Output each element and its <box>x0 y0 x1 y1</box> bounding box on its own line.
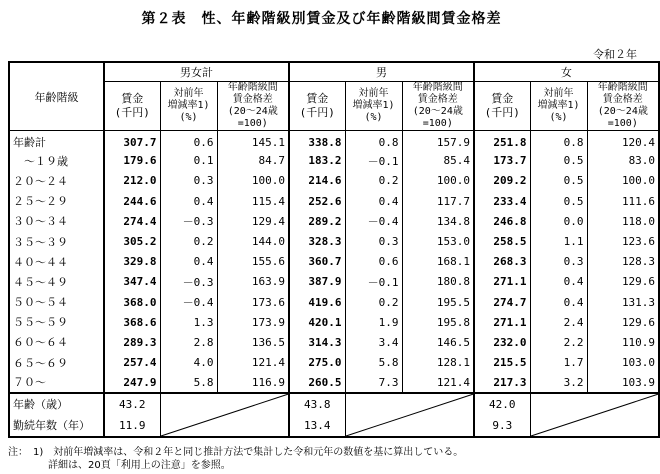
header-group-female: 女 <box>474 62 659 82</box>
gap-cell: 129.6 <box>587 312 659 332</box>
wage-cell: 420.1 <box>289 312 345 332</box>
wage-cell: 360.7 <box>289 252 345 272</box>
gap-cell: 131.3 <box>587 292 659 312</box>
header-change-rate-0: 対前年 増減率1) (%) <box>160 82 217 131</box>
change-cell: －0.3 <box>160 211 217 231</box>
change-cell: 1.7 <box>530 353 587 373</box>
change-cell: 0.5 <box>530 191 587 211</box>
change-cell: 0.5 <box>530 171 587 191</box>
table-title: 第２表 性、年齢階級別賃金及び年齢階級間賃金格差 <box>141 11 502 27</box>
header-change-rate-2: 対前年 増減率1) (%) <box>530 82 587 131</box>
header-wage-0: 賃金 (千円) <box>104 82 160 131</box>
wage-cell: 368.6 <box>104 312 160 332</box>
diagonal-line <box>531 394 659 436</box>
change-cell: 0.8 <box>530 131 587 151</box>
wage-cell: 275.0 <box>289 353 345 373</box>
gap-cell: 123.6 <box>587 231 659 251</box>
gap-cell: 163.9 <box>217 272 289 292</box>
wage-cell: 179.6 <box>104 151 160 171</box>
table-row <box>9 353 659 373</box>
wage-cell: 274.4 <box>104 211 160 231</box>
gap-cell: 145.1 <box>217 131 289 151</box>
wage-cell: 271.1 <box>474 312 530 332</box>
table-row <box>9 191 659 211</box>
table-row <box>9 312 659 332</box>
diagonal-line <box>161 394 289 436</box>
wage-cell: 214.6 <box>289 171 345 191</box>
gap-cell: 118.0 <box>587 211 659 231</box>
footer-value-cell: 42.0 <box>474 393 530 415</box>
wage-cell: 233.4 <box>474 191 530 211</box>
gap-cell: 115.4 <box>217 191 289 211</box>
wage-cell: 328.3 <box>289 231 345 251</box>
wage-cell: 289.3 <box>104 332 160 352</box>
change-cell: 0.2 <box>345 171 402 191</box>
change-cell: 0.4 <box>160 191 217 211</box>
wage-cell: 212.0 <box>104 171 160 191</box>
gap-cell: 173.6 <box>217 292 289 312</box>
wage-cell: 305.2 <box>104 231 160 251</box>
header-group-total: 男女計 <box>104 62 289 82</box>
wage-cell: 173.7 <box>474 151 530 171</box>
change-cell: 0.2 <box>345 292 402 312</box>
gap-cell: 146.5 <box>402 332 474 352</box>
header-age-class: 年齢階級 <box>9 62 104 131</box>
change-cell: 0.8 <box>345 131 402 151</box>
gap-cell: 136.5 <box>217 332 289 352</box>
change-cell: 2.4 <box>530 312 587 332</box>
gap-cell: 84.7 <box>217 151 289 171</box>
change-cell: 0.4 <box>530 292 587 312</box>
wage-cell: 252.6 <box>289 191 345 211</box>
change-cell: 5.8 <box>345 353 402 373</box>
row-label: ３５～３９ <box>9 231 104 251</box>
table-row <box>9 171 659 191</box>
wage-cell: 246.8 <box>474 211 530 231</box>
header-wage-2: 賃金 (千円) <box>474 82 530 131</box>
gap-cell: 195.5 <box>402 292 474 312</box>
row-label: ７０～ <box>9 373 104 393</box>
gap-cell: 121.4 <box>217 353 289 373</box>
gap-cell: 116.9 <box>217 373 289 393</box>
gap-cell: 128.3 <box>587 252 659 272</box>
gap-cell: 144.0 <box>217 231 289 251</box>
gap-cell: 100.0 <box>402 171 474 191</box>
gap-cell: 110.9 <box>587 332 659 352</box>
footer-value-cell: 43.2 <box>104 393 160 415</box>
row-label: ４５～４９ <box>9 272 104 292</box>
change-cell: －0.4 <box>345 211 402 231</box>
gap-cell: 173.9 <box>217 312 289 332</box>
gap-cell: 153.0 <box>402 231 474 251</box>
row-label: ～１９歳 <box>9 151 104 171</box>
table-row <box>9 292 659 312</box>
wage-cell: 329.8 <box>104 252 160 272</box>
year-label: 令和２年 <box>593 48 637 61</box>
header-change-rate-1: 対前年 増減率1) (%) <box>345 82 402 131</box>
row-label: ５５～５９ <box>9 312 104 332</box>
wage-cell: 257.4 <box>104 353 160 373</box>
change-cell: 0.0 <box>530 211 587 231</box>
wage-cell: 314.3 <box>289 332 345 352</box>
row-label: ４０～４４ <box>9 252 104 272</box>
table-row <box>9 231 659 251</box>
table-row <box>9 332 659 352</box>
change-cell: 3.2 <box>530 373 587 393</box>
footer-value-cell: 43.8 <box>289 393 345 415</box>
wage-cell: 251.8 <box>474 131 530 151</box>
footer-value-cell: 9.3 <box>474 415 530 437</box>
table-row <box>9 393 659 415</box>
row-label: ５０～５４ <box>9 292 104 312</box>
header-wage-gap-2: 年齢階級間 賃金格差 (20～24歳 =100) <box>587 82 659 131</box>
gap-cell: 117.7 <box>402 191 474 211</box>
change-cell: 1.9 <box>345 312 402 332</box>
gap-cell: 100.0 <box>587 171 659 191</box>
wage-cell: 183.2 <box>289 151 345 171</box>
row-label: ２０～２４ <box>9 171 104 191</box>
diagonal-line <box>346 394 474 436</box>
wage-cell: 307.7 <box>104 131 160 151</box>
change-cell: 2.8 <box>160 332 217 352</box>
gap-cell: 134.8 <box>402 211 474 231</box>
gap-cell: 83.0 <box>587 151 659 171</box>
change-cell: 0.3 <box>345 231 402 251</box>
wage-cell: 274.7 <box>474 292 530 312</box>
wage-cell: 260.5 <box>289 373 345 393</box>
gap-cell: 100.0 <box>217 171 289 191</box>
gap-cell: 111.6 <box>587 191 659 211</box>
row-label: 勤続年数（年） <box>9 415 104 437</box>
change-cell: 0.2 <box>160 231 217 251</box>
change-cell: －0.1 <box>345 272 402 292</box>
diagonal-blank-cell <box>160 393 289 437</box>
row-label: ２５～２９ <box>9 191 104 211</box>
change-cell: 0.6 <box>160 131 217 151</box>
gap-cell: 121.4 <box>402 373 474 393</box>
table-row <box>9 252 659 272</box>
wage-cell: 338.8 <box>289 131 345 151</box>
wage-cell: 289.2 <box>289 211 345 231</box>
change-cell: －0.3 <box>160 272 217 292</box>
gap-cell: 157.9 <box>402 131 474 151</box>
change-cell: 2.2 <box>530 332 587 352</box>
gap-cell: 168.1 <box>402 252 474 272</box>
wage-cell: 244.6 <box>104 191 160 211</box>
gap-cell: 195.8 <box>402 312 474 332</box>
table-row <box>9 131 659 151</box>
gap-cell: 120.4 <box>587 131 659 151</box>
wage-cell: 368.0 <box>104 292 160 312</box>
change-cell: 0.3 <box>530 252 587 272</box>
change-cell: 3.4 <box>345 332 402 352</box>
change-cell: 0.1 <box>160 151 217 171</box>
footnote-line-2: 詳細は、20頁「利用上の注意」を参照。 <box>8 460 231 471</box>
change-cell: 0.3 <box>160 171 217 191</box>
gap-cell: 180.8 <box>402 272 474 292</box>
wage-cell: 217.3 <box>474 373 530 393</box>
wage-cell: 232.0 <box>474 332 530 352</box>
table-row <box>9 272 659 292</box>
row-label: 年齢計 <box>9 131 104 151</box>
header-wage-1: 賃金 (千円) <box>289 82 345 131</box>
change-cell: 0.4 <box>160 252 217 272</box>
wage-cell: 387.9 <box>289 272 345 292</box>
row-label: ６５～６９ <box>9 353 104 373</box>
change-cell: 1.3 <box>160 312 217 332</box>
footer-value-cell: 13.4 <box>289 415 345 437</box>
header-group-male: 男 <box>289 62 474 82</box>
wage-cell: 419.6 <box>289 292 345 312</box>
gap-cell: 103.0 <box>587 353 659 373</box>
gap-cell: 129.6 <box>587 272 659 292</box>
table-row <box>9 373 659 393</box>
change-cell: 7.3 <box>345 373 402 393</box>
footnote <box>8 446 463 472</box>
footnote-line-1: 注： 1) 対前年増減率は、令和２年と同じ推計方法で集計した令和元年の数値を基に算出している。 <box>8 447 464 458</box>
change-cell: 0.4 <box>530 272 587 292</box>
diagonal-blank-cell <box>530 393 659 437</box>
change-cell: 4.0 <box>160 353 217 373</box>
row-label: ３０～３４ <box>9 211 104 231</box>
change-cell: 0.4 <box>345 191 402 211</box>
footer-value-cell: 11.9 <box>104 415 160 437</box>
wage-cell: 347.4 <box>104 272 160 292</box>
change-cell: 0.6 <box>345 252 402 272</box>
diagonal-blank-cell <box>345 393 474 437</box>
change-cell: 0.5 <box>530 151 587 171</box>
row-label: ６０～６４ <box>9 332 104 352</box>
change-cell: －0.4 <box>160 292 217 312</box>
wage-cell: 268.3 <box>474 252 530 272</box>
wage-table <box>8 61 660 438</box>
wage-cell: 271.1 <box>474 272 530 292</box>
gap-cell: 155.6 <box>217 252 289 272</box>
header-wage-gap-1: 年齢階級間 賃金格差 (20～24歳 =100) <box>402 82 474 131</box>
row-label: 年齢（歳） <box>9 393 104 415</box>
gap-cell: 103.9 <box>587 373 659 393</box>
header-wage-gap-0: 年齢階級間 賃金格差 (20～24歳 =100) <box>217 82 289 131</box>
change-cell: 1.1 <box>530 231 587 251</box>
wage-cell: 215.5 <box>474 353 530 373</box>
gap-cell: 128.1 <box>402 353 474 373</box>
wage-cell: 258.5 <box>474 231 530 251</box>
table-row <box>9 211 659 231</box>
table-row <box>9 151 659 171</box>
wage-cell: 247.9 <box>104 373 160 393</box>
change-cell: 5.8 <box>160 373 217 393</box>
gap-cell: 85.4 <box>402 151 474 171</box>
gap-cell: 129.4 <box>217 211 289 231</box>
wage-cell: 209.2 <box>474 171 530 191</box>
change-cell: －0.1 <box>345 151 402 171</box>
